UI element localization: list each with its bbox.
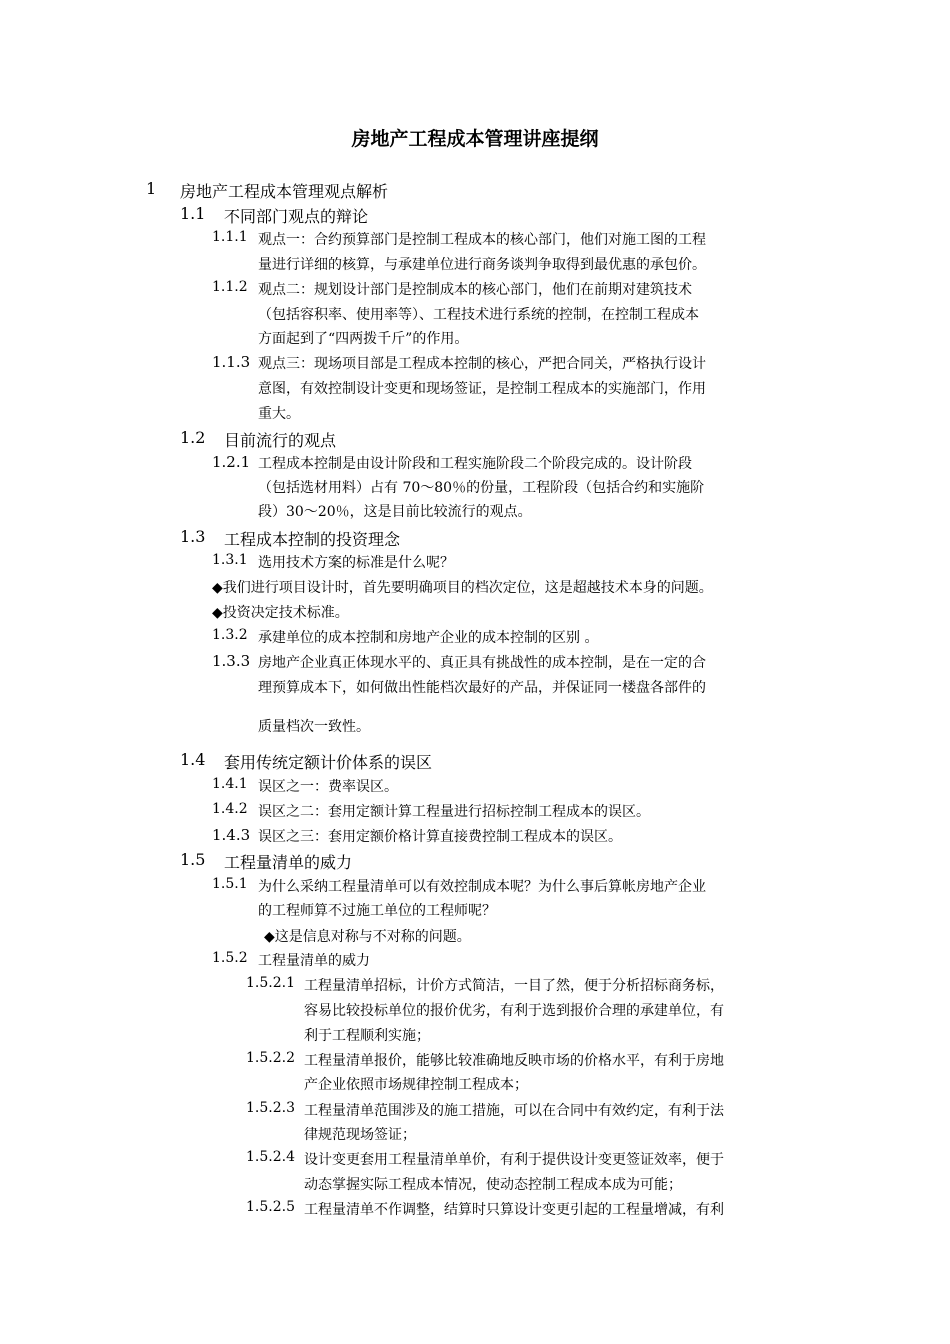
paragraph-line: 质量档次一致性。 [258,719,370,735]
paragraph-line: 利于工程顺利实施； [304,1028,430,1044]
section-heading: 工程成本控制的投资理念 [224,530,401,549]
paragraph-line: 产企业依照市场规律控制工程成本； [304,1077,528,1093]
section-number: 1.2 [180,428,206,447]
section-number: 1.2.1 [212,453,251,471]
bullet-item: ◆这是信息对称与不对称的问题。 [264,929,471,945]
section-number: 1 [146,179,157,198]
section-number: 1.5.2 [212,950,248,966]
bullet-item: ◆我们进行项目设计时，首先要明确项目的档次定位，这是超越技术本身的问题。 [212,580,713,596]
paragraph-line: 意图，有效控制设计变更和现场签证，是控制工程成本的实施部门，作用 [258,381,706,397]
section-heading: 房地产工程成本管理观点解析 [180,182,389,201]
paragraph-line: 律规范现场签证； [304,1127,416,1143]
section-number: 1.3.1 [212,552,248,568]
paragraph-line: 观点一：合约预算部门是控制工程成本的核心部门，他们对施工图的工程 [258,232,706,248]
section-number: 1.5.2.1 [246,975,295,991]
paragraph-line: 选用技术方案的标准是什么呢？ [258,555,454,571]
paragraph-line: 工程量清单不作调整，结算时只算设计变更引起的工程量增减，有利 [304,1202,724,1218]
section-number: 1.5.2.3 [246,1100,295,1116]
section-number: 1.1 [180,204,206,223]
paragraph-line: （包括选材用料）占有 70～80％的份量，工程阶段（包括合约和实施阶 [258,480,705,496]
section-number: 1.4 [180,750,206,769]
paragraph-line: 工程成本控制是由设计阶段和工程实施阶段二个阶段完成的。设计阶段 [258,456,692,472]
paragraph-line: 工程量清单报价，能够比较准确地反映市场的价格水平，有利于房地 [304,1053,724,1069]
section-number: 1.1.3 [212,353,251,371]
paragraph-line: 工程量清单范围涉及的施工措施，可以在合同中有效约定，有利于法 [304,1103,724,1119]
paragraph-line: 误区之一：费率误区。 [258,779,398,795]
paragraph-line: 为什么采纳工程量清单可以有效控制成本呢？为什么事后算帐房地产企业 [258,879,706,895]
paragraph-line: 段）30～20％，这是目前比较流行的观点。 [258,504,532,520]
paragraph-line: 工程量清单的威力 [258,953,370,969]
paragraph-line: 房地产企业真正体现水平的、真正具有挑战性的成本控制，是在一定的合 [258,655,706,671]
section-heading: 不同部门观点的辩论 [224,207,369,226]
paragraph-line: 方面起到了“四两拨千斤”的作用。 [258,331,469,347]
section-number: 1.4.2 [212,801,248,817]
section-heading: 工程量清单的威力 [224,853,353,872]
section-number: 1.3 [180,527,206,546]
paragraph-line: 量进行详细的核算，与承建单位进行商务谈判争取得到最优惠的承包价。 [258,257,706,273]
section-number: 1.5.2.2 [246,1050,295,1066]
section-number: 1.4.3 [212,826,251,844]
section-number: 1.3.2 [212,627,248,643]
section-number: 1.1.2 [212,279,248,295]
section-number: 1.1.1 [212,229,248,245]
paragraph-line: 容易比较投标单位的报价优劣，有利于选到报价合理的承建单位，有 [304,1003,724,1019]
paragraph-line: 观点二：规划设计部门是控制成本的核心部门，他们在前期对建筑技术 [258,282,692,298]
document-title: 房地产工程成本管理讲座提纲 [351,128,599,150]
section-number: 1.3.3 [212,652,251,670]
section-number: 1.5.2.5 [246,1199,295,1215]
section-heading: 目前流行的观点 [224,431,337,450]
paragraph-line: 承建单位的成本控制和房地产企业的成本控制的区别 。 [258,630,599,646]
paragraph-line: 误区之三：套用定额价格计算直接费控制工程成本的误区。 [258,829,622,845]
section-number: 1.4.1 [212,776,248,792]
paragraph-line: 动态掌握实际工程成本情况，使动态控制工程成本成为可能； [304,1177,682,1193]
section-number: 1.5 [180,850,206,869]
paragraph-line: 重大。 [258,406,300,422]
section-heading: 套用传统定额计价体系的误区 [224,753,433,772]
paragraph-line: 设计变更套用工程量清单单价，有利于提供设计变更签证效率，便于 [304,1152,724,1168]
paragraph-line: 的工程师算不过施工单位的工程师呢？ [258,903,496,919]
bullet-item: ◆投资决定技术标准。 [212,605,349,621]
paragraph-line: 工程量清单招标，计价方式简洁，一目了然，便于分析招标商务标， [304,978,724,994]
paragraph-line: （包括容积率、使用率等）、工程技术进行系统的控制，在控制工程成本 [258,307,699,323]
paragraph-line: 误区之二：套用定额计算工程量进行招标控制工程成本的误区。 [258,804,650,820]
paragraph-line: 理预算成本下，如何做出性能档次最好的产品，并保证同一楼盘各部件的 [258,680,706,696]
section-number: 1.5.1 [212,876,248,892]
section-number: 1.5.2.4 [246,1149,295,1165]
paragraph-line: 观点三：现场项目部是工程成本控制的核心，严把合同关，严格执行设计 [258,356,706,372]
